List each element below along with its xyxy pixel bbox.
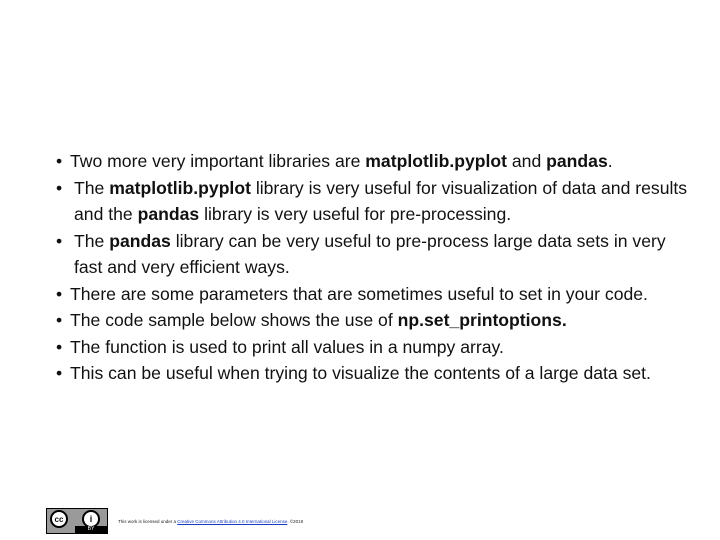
bullet-text: The <box>74 230 110 251</box>
bold-term: np.set_printoptions. <box>397 310 567 330</box>
cc-by-license-badge[interactable] <box>46 508 108 534</box>
bullet-item <box>56 281 696 308</box>
attribution-icon: i <box>82 510 100 528</box>
bullet-list <box>56 148 696 387</box>
bullet-item <box>56 175 696 228</box>
bold-term: matplotlib.pyplot <box>109 177 251 198</box>
bullet-item <box>56 148 696 175</box>
bullet-item <box>56 307 696 334</box>
license-text <box>118 519 303 524</box>
bullet-text: There are some parameters that are sometimes useful to set in your code. <box>70 283 648 304</box>
bold-term: pandas <box>546 151 608 171</box>
bullet-text: The <box>74 177 110 198</box>
bold-term: matplotlib.pyplot <box>365 151 507 171</box>
license-link[interactable]: Creative Commons Attribution 4.0 International License <box>177 518 288 524</box>
bold-term: pandas <box>109 230 171 251</box>
bullet-text: library is very useful for visualization of data and results and the <box>74 177 688 224</box>
license-prefix: This work is licensed under a <box>118 518 178 524</box>
bullet-text: The code sample below shows the use of <box>70 310 398 330</box>
license-suffix: . ©2019 <box>287 518 304 524</box>
footer <box>46 508 303 534</box>
bullet-item <box>56 228 696 281</box>
bold-term: pandas <box>137 204 200 224</box>
bullet-text: library can be very useful to pre-process large data sets in very fast and very efficient ways. <box>74 230 666 277</box>
bullet-text: and <box>507 151 547 171</box>
bullet-text: The function is used to print all values in a numpy array. <box>70 336 504 357</box>
bullet-item <box>56 334 696 361</box>
bullet-text: Two more very important libraries are <box>70 151 366 171</box>
bullet-item <box>56 360 696 387</box>
by-label: BY <box>75 526 107 533</box>
bullet-text: . <box>607 151 613 171</box>
bullet-text: library is very useful for pre-processing. <box>199 204 512 224</box>
bullet-text: This can be useful when trying to visualize the contents of a large data set. <box>70 363 651 383</box>
cc-icon: cc <box>50 510 68 528</box>
